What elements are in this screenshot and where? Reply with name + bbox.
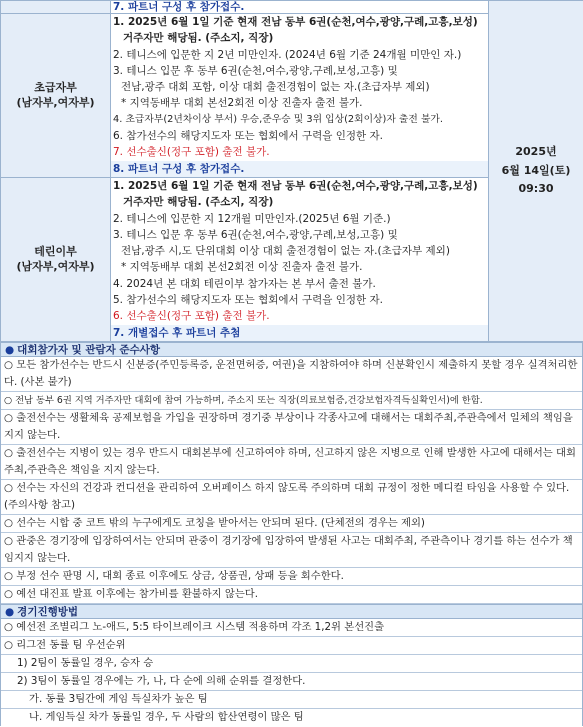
category-name: 초급자부 — [34, 80, 77, 94]
section-match-method — [0, 604, 583, 726]
top-category-cell — [1, 1, 111, 14]
date-cell — [489, 1, 583, 342]
section-title — [1, 604, 582, 619]
paragraph: ○ 전남 동부 6권 지역 거주자만 대회에 참여 가능하며, 주소지 또는 직장(의료보험증,건강보험자격득실확인서)에 한함. — [1, 392, 582, 410]
rule-line: 2. 테니스에 입문한 지 2년 미만인자. (2024년 6월 기준 24개월 미만인 자.) — [113, 48, 462, 61]
rule-line: 전남,광주 대회 포함, 이상 대회 출전경험이 없는 자.(초급자부 제외) — [121, 81, 430, 94]
rule-line: 1. 2025년 6월 1일 기준 현재 전남 동부 6권(순천,여수,광양,구례,고흥,보성) — [113, 179, 478, 192]
paragraph: ○ 선수는 자신의 건강과 컨디션을 관리하여 오버페이스 하지 않도록 주의하며 대회 규정이 정한 메디컬 타임을 사용할 수 있다. (주의사항 참고) — [1, 480, 582, 515]
rule-line: 7. 선수출신(정구 포함) 출전 불가. — [113, 146, 270, 159]
paragraph: ○ 예선전 조별리그 노-애드, 5:5 타이브레이크 시스템 적용하며 각조 1,2위 본선진출 — [1, 619, 582, 637]
paragraph: ○ 부정 선수 판명 시, 대회 종료 이후에도 상금, 상품권, 상패 등을 회수한다. — [1, 568, 582, 586]
section-title-text: 대회참가자 및 관람자 준수사항 — [17, 343, 160, 356]
top-content-cell — [111, 1, 489, 14]
category-newbie — [1, 177, 111, 341]
paragraph: 나. 게임득실 차가 동률일 경우, 두 사람의 합산연령이 많은 팀 — [29, 710, 304, 723]
bullet-dot-icon: ● — [5, 343, 15, 356]
bullet-dot-icon: ● — [5, 605, 15, 618]
rule-line: 6. 선수출신(정구 포함) 출전 불가. — [113, 310, 270, 323]
paragraph: ○ 리그전 동률 팀 우선순위 — [1, 637, 582, 655]
rule-line: 1. 2025년 6월 1일 기준 현재 전남 동부 6권(순천,여수,광양,구례,고흥,보성) — [113, 16, 478, 28]
section-body — [1, 619, 582, 726]
category-gender: (남자부,여자부) — [16, 96, 95, 110]
eligibility-table — [0, 0, 583, 342]
section-title-text: 경기진행방법 — [17, 605, 79, 618]
rule-line: 2. 테니스에 입문한 지 12개월 미만인자.(2025년 6월 기준.) — [113, 212, 391, 225]
rule-line: 4. 초급자부(2년차이상 부서) 우승,준우승 및 3위 입상(2회이상)자 출전 불가. — [113, 113, 443, 125]
rule-line: * 지역동배부 대회 본선2회전 이상 진출자 출전 불가. — [121, 97, 363, 110]
paragraph: ○ 모든 참가선수는 반드시 신분증(주민등록증, 운전면허증, 여권)을 지참하여야 하며 신분확인시 제출하지 못할 경우 실격처리한다. (사본 불가) — [1, 357, 582, 392]
paragraph: ○ 출전선수는 생활체육 공제보험을 가입을 권장하며 경기중 부상이나 각종사고에 대해서는 대회주최,주관측에서 일체의 책임을 지지 않는다. — [1, 410, 582, 445]
top-partial-row — [1, 1, 583, 14]
paragraph: ○ 관중은 경기장에 입장하여서는 안되며 관중이 경기장에 입장하여 발생된 사고는 대회주최, 주관측이나 경기를 하는 선수가 책임지지 않는다. — [1, 533, 582, 568]
category-gender: (남자부,여자부) — [16, 260, 95, 274]
rule-line: 8. 파트너 구성 후 참가접수. — [111, 161, 488, 177]
paragraph: ○ 출전선수는 지병이 있는 경우 반드시 대회본부에 신고하여야 하며, 신고하지 않은 지병으로 인해 발생한 사고에 대해서는 대회 주최,주관측은 책임을 지지 않는다. — [1, 445, 582, 480]
date-year: 2025년 — [515, 144, 557, 158]
date-day: 6월 14일(토) — [501, 163, 571, 177]
rule-line: 7. 개별접수 후 파트너 추첨 — [111, 325, 488, 341]
content-newbie — [111, 177, 489, 341]
category-name: 테린이부 — [34, 244, 77, 258]
rule-line: 거주자만 해당됨. (주소지, 직장) — [123, 196, 274, 209]
content-beginner — [111, 14, 489, 178]
category-beginner — [1, 14, 111, 178]
paragraph: 1) 2팀이 동률일 경우, 승자 승 — [1, 655, 582, 673]
paragraph: ○ 예선 대진표 발표 이후에는 참가비를 환불하지 않는다. — [1, 586, 582, 604]
section-participant-rules — [0, 342, 583, 604]
section-body — [1, 357, 582, 604]
date-time: 09:30 — [518, 182, 554, 196]
rule-line: 전남,광주 시,도 단위대회 이상 대회 출전경험이 없는 자.(초급자부 제외) — [121, 245, 450, 258]
rule-line: 거주자만 해당됨. (주소지, 직장) — [123, 32, 274, 45]
paragraph: ○ 선수는 시합 중 코트 밖의 누구에게도 코칭을 받아서는 안되며 된다. (단체전의 경우는 제외) — [1, 515, 582, 533]
rule-line: 6. 참가선수의 해당지도자 또는 협회에서 구력을 인정한 자. — [113, 130, 384, 143]
top-row-text: 7. 파트너 구성 후 참가접수. — [113, 1, 245, 13]
rule-line: 5. 참가선수의 해당지도자 또는 협회에서 구력을 인정한 자. — [113, 294, 384, 307]
rule-line: 4. 2024년 본 대회 테린이부 참가자는 본 부서 출전 불가. — [113, 277, 376, 290]
rule-line: * 지역동배부 대회 본선2회전 이상 진출자 출전 불가. — [121, 261, 363, 274]
paragraph: 가. 동률 3팀간에 게임 득실차가 높은 팀 — [1, 691, 582, 709]
rule-line: 3. 테니스 입문 후 동부 6권(순천,여수,광양,구례,보성,고흥) 및 — [113, 228, 398, 241]
rule-line: 3. 테니스 입문 후 동부 6권(순천,여수,광양,구례,보성,고흥) 및 — [113, 64, 398, 77]
paragraph: 2) 3팀이 동률일 경우에는 가, 나, 다 순에 의해 순위를 결정한다. — [1, 673, 582, 691]
section-title — [1, 342, 582, 357]
